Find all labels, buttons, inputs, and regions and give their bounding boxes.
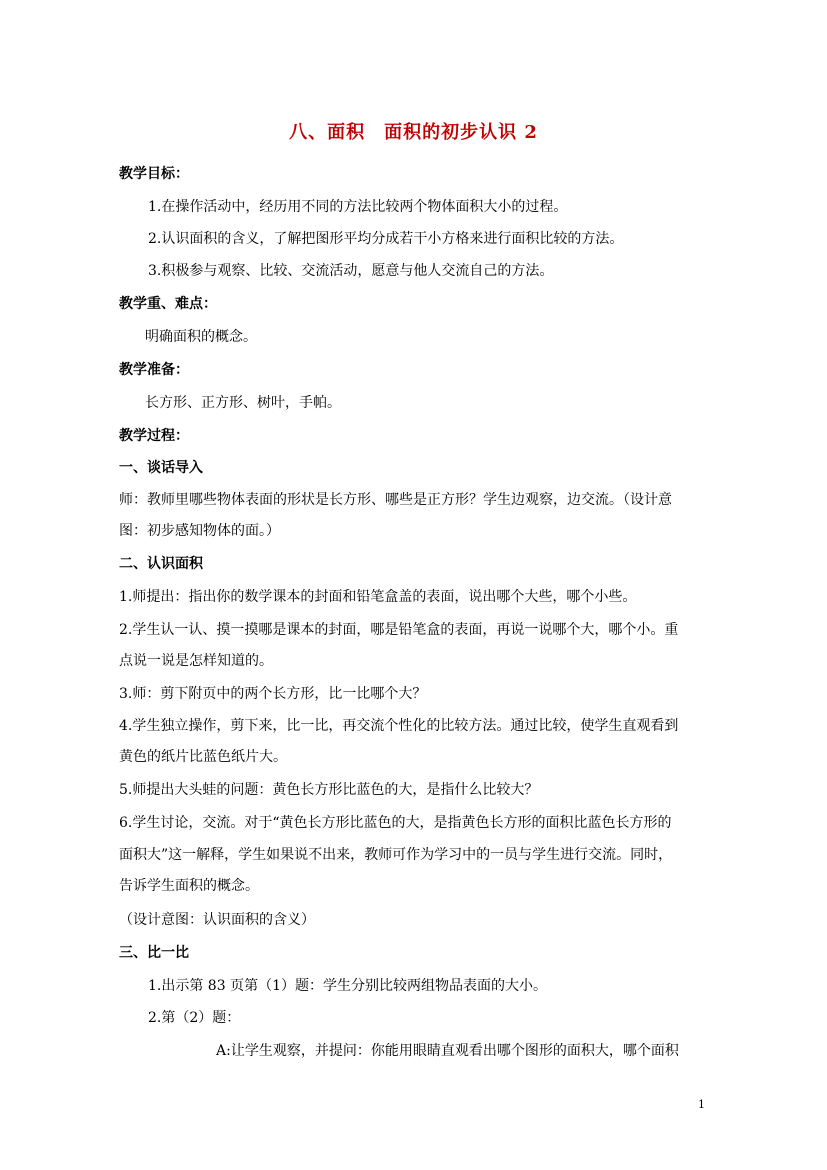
section-heading-process: 教学过程： [119,428,189,444]
paragraph-line: 6.学生讨论，交流。对于“黄色长方形比蓝色的大，是指黄色长方形的面积比蓝色长方形的 [119,815,672,831]
page-number: 1 [698,1098,705,1111]
section-heading-preparation: 教学准备： [119,362,189,378]
key-points-text: 明确面积的概念。 [145,329,257,345]
paragraph-line: 2.学生认一认、摸一摸哪是课本的封面，哪是铅笔盒的表面，再说一说哪个大，哪个小。重 [119,622,679,638]
subsection-heading-1: 一、谈话导入 [119,460,203,476]
section-heading-key-points: 教学重、难点： [119,296,217,312]
subsection-heading-2: 二、认识面积 [119,556,203,572]
paragraph-line: 面积大”这一解释，学生如果说不出来，教师可作为学习中的一员与学生进行交流。同时， [119,847,673,863]
paragraph-line: 4.学生独立操作，剪下来，比一比，再交流个性化的比较方法。通过比较，使学生直观看到 [119,718,679,734]
objective-item-3: 3.积极参与观察、比较、交流活动，愿意与他人交流自己的方法。 [148,263,554,279]
paragraph-line: 师：教师里哪些物体表面的形状是长方形、哪些是正方形？学生边观察，边交流。（设计意 [119,492,672,508]
objective-item-1: 1.在操作活动中，经历用不同的方法比较两个物体面积大小的过程。 [148,199,568,215]
paragraph-line: 黄色的纸片比蓝色纸片大。 [119,749,287,765]
subsection-heading-3: 三、比一比 [119,945,189,961]
paragraph-line: 1.出示第 83 页第（1）题：学生分别比较两组物品表面的大小。 [148,978,547,994]
paragraph-line: 2.第（2）题： [148,1010,241,1026]
document-title: 八、面积 面积的初步认识 2 [289,122,538,143]
paragraph-line: 图：初步感知物体的面。） [119,523,280,539]
paragraph-line: 告诉学生面积的概念。 [119,878,259,894]
paragraph-line: 1.师提出：指出你的数学课本的封面和铅笔盒盖的表面，说出哪个大些，哪个小些。 [119,589,637,605]
objective-item-2: 2.认识面积的含义，了解把图形平均分成若干小方格来进行面积比较的方法。 [148,231,624,247]
preparation-text: 长方形、正方形、树叶，手帕。 [145,395,341,411]
paragraph-line: A:让学生观察，并提问：你能用眼睛直观看出哪个图形的面积大，哪个面积 [216,1043,679,1059]
paragraph-line: （设计意图：认识面积的含义） [119,912,315,928]
paragraph-line: 5.师提出大头蛙的问题：黄色长方形比蓝色的大，是指什么比较大？ [119,782,539,798]
paragraph-line: 点说一说是怎样知道的。 [119,653,273,669]
paragraph-line: 3.师：剪下附页中的两个长方形，比一比哪个大？ [119,686,427,702]
section-heading-objectives: 教学目标： [119,166,189,182]
